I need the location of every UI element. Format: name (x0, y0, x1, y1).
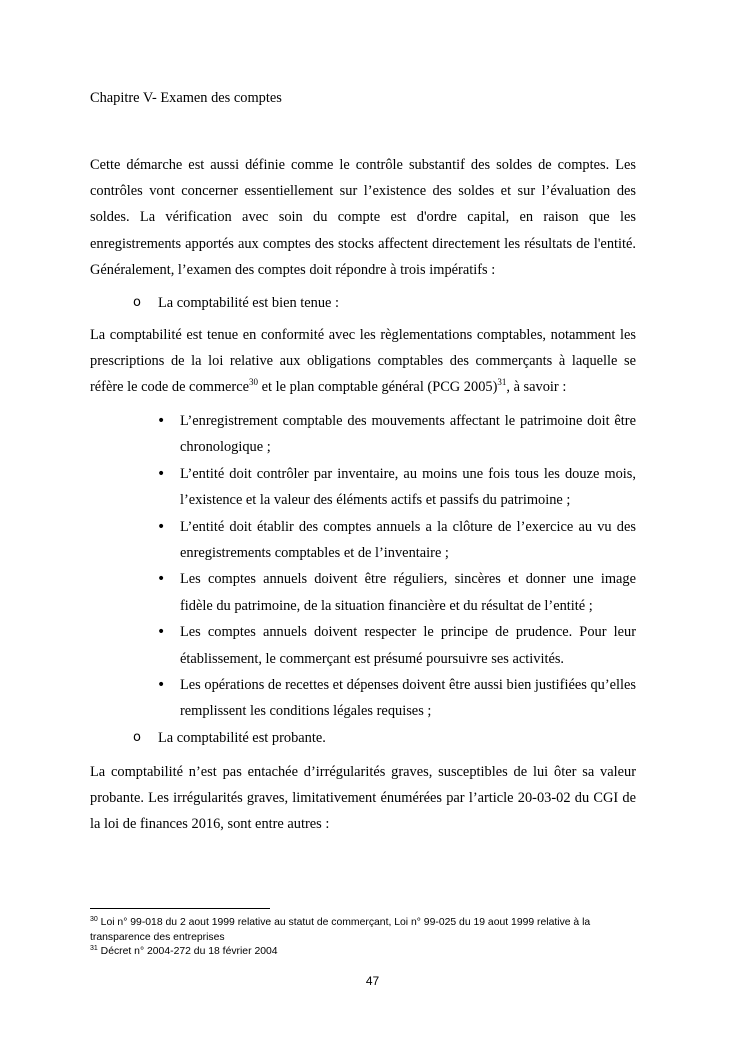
list-item (155, 672, 636, 725)
chapter-header: Chapitre V- Examen des comptes (90, 90, 282, 106)
circle-bullet-icon: o (133, 730, 141, 745)
list-item (155, 514, 636, 567)
list-item-text: L’entité doit établir des comptes annuels a la clôture de l’exercice au vu des enregistrements comptables et de l’inventaire ; (180, 518, 636, 562)
imperative-item-2 (133, 725, 326, 751)
bullet-dot-icon: • (157, 677, 166, 694)
footnote-number: 30 (90, 916, 98, 923)
list-item-text: Les comptes annuels doivent être réguliers, sincères et donner une image fidèle du patrimoine, de la situation financière et du résultat de l’entité ; (180, 571, 636, 614)
list-item-text: L’entité doit contrôler par inventaire, au moins une fois tous les douze mois, l’existence et la valeur des éléments actifs et passifs du patrimoine ; (180, 465, 636, 509)
footnote-31 (90, 945, 650, 960)
conformity-text-1: La comptabilité est tenue en conformité avec les règlementations comptables, notamment les prescriptions de la loi relative aux obligations comptables des commerçants à laquelle se réfère le code de commerce (90, 327, 636, 396)
page-number: 47 (365, 974, 380, 988)
footnote-number: 31 (90, 945, 98, 952)
bullet-dot-icon: • (157, 413, 166, 429)
bullet-dot-icon: • (157, 571, 166, 588)
bullet-dot-icon: • (157, 624, 166, 641)
obligations-list (155, 408, 636, 725)
conformity-text-2: et le plan comptable général (PCG 2005) (258, 379, 498, 396)
footnote-text: Décret n° 2004-272 du 18 février 2004 (97, 946, 278, 957)
probante-paragraph: La comptabilité n’est pas entachée d’irrégularités graves, susceptibles de lui ôter sa valeur probante. Les irrégularités graves, limitativement énumérées par l’article 20-03-02 du CGI de la loi de finances 2016, sont entre autres : (90, 764, 636, 833)
footnote-ref-30[interactable]: 30 (249, 377, 258, 388)
imperative-list-1 (133, 290, 339, 316)
list-item (155, 566, 636, 619)
bullet-dot-icon: • (157, 465, 166, 482)
circle-bullet-icon: o (133, 295, 141, 310)
footnote-30 (90, 916, 650, 945)
imperative-title-2: La comptabilité est probante. (158, 730, 326, 746)
conformity-paragraph (90, 322, 636, 401)
intro-paragraph: Cette démarche est aussi définie comme le contrôle substantif des soldes de comptes. Les contrôles vont concerner essentiellement sur l’existence des soldes et sur l’évaluation des soldes. La vérification avec soin du compte est d'ordre capital, en raison que les enregistrements apportés aux comptes des stocks affectent directement les résultats de l'entité. Généralement, l’examen des comptes doit répondre à trois impératifs : (90, 157, 636, 278)
list-item (155, 408, 636, 461)
footnote-ref-31[interactable]: 31 (497, 377, 507, 388)
footnote-separator (90, 908, 270, 909)
list-item-text: Les opérations de recettes et dépenses doivent être aussi bien justifiées qu’elles remplissent les conditions légales requises ; (180, 677, 636, 720)
imperative-item-1 (133, 290, 339, 316)
footnote-text: Loi n° 99-018 du 2 aout 1999 relative au statut de commerçant, Loi n° 99-025 du 19 aout 1999 relative à la transparence des entreprises (90, 917, 591, 943)
list-item-text: Les comptes annuels doivent respecter le principe de prudence. Pour leur établissement, le commerçant est présumé poursuivre ses activités. (180, 624, 636, 667)
imperative-title-1: La comptabilité est bien tenue : (158, 295, 340, 311)
conformity-text-3: , à savoir : (506, 379, 567, 396)
list-item-text: L’enregistrement comptable des mouvements affectant le patrimoine doit être chronologique ; (180, 413, 636, 456)
list-item (155, 619, 636, 672)
imperative-list-2 (133, 725, 326, 751)
list-item (155, 461, 636, 514)
bullet-dot-icon: • (157, 518, 166, 535)
